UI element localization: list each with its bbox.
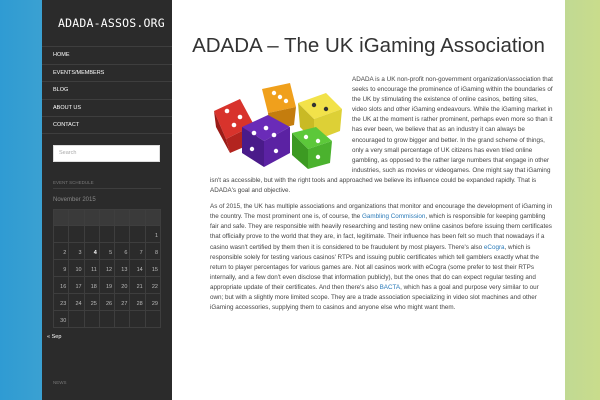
calendar-day: 25: [84, 293, 99, 310]
calendar-day: 10: [69, 259, 84, 276]
calendar-day: 14: [130, 259, 145, 276]
calendar-day: 30: [54, 310, 69, 327]
calendar-day: [145, 310, 160, 327]
page-title: ADADA – The UK iGaming Association: [192, 34, 545, 57]
calendar-week-row: [54, 242, 161, 259]
calendar-day: 15: [145, 259, 160, 276]
site-title[interactable]: ADADA-ASSOS.ORG: [58, 16, 165, 30]
calendar-day: [115, 225, 130, 242]
gambling-commission-link[interactable]: Gambling Commission: [362, 213, 426, 221]
calendar-day: 20: [115, 276, 130, 293]
sidebar: [42, 0, 172, 400]
calendar-day: 18: [84, 276, 99, 293]
calendar-week-row: [54, 259, 161, 276]
calendar-week-row: [54, 276, 161, 293]
calendar-day: 8: [145, 242, 160, 259]
calendar-day: [69, 310, 84, 327]
calendar-day: 24: [69, 293, 84, 310]
nav-item-contact[interactable]: CONTACT: [42, 116, 172, 134]
calendar-header-row: [54, 209, 161, 225]
calendar-day: 6: [115, 242, 130, 259]
calendar-day: 7: [130, 242, 145, 259]
calendar-day-header: [69, 209, 84, 225]
calendar-day: [84, 225, 99, 242]
bacta-link[interactable]: BACTA: [379, 283, 401, 291]
calendar-day: 17: [69, 276, 84, 293]
calendar-day: 19: [99, 276, 114, 293]
calendar-day: 28: [130, 293, 145, 310]
calendar-day: 21: [130, 276, 145, 293]
calendar-day-header: [84, 209, 99, 225]
calendar: [53, 209, 161, 328]
dice-image: [210, 81, 346, 171]
calendar-day: [99, 310, 114, 327]
calendar-day-header: [99, 209, 114, 225]
calendar-day: 5: [99, 242, 114, 259]
calendar-day: 3: [69, 242, 84, 259]
calendar-day-header: [54, 209, 69, 225]
calendar-day-header: [115, 209, 130, 225]
nav-item-home[interactable]: HOME: [42, 46, 172, 64]
calendar-day: 27: [115, 293, 130, 310]
calendar-day: 22: [145, 276, 160, 293]
calendar-day: [69, 225, 84, 242]
news-widget-title: NEWS: [53, 379, 67, 385]
calendar-day: 12: [99, 259, 114, 276]
calendar-day: 2: [54, 242, 69, 259]
calendar-day: [130, 310, 145, 327]
article-paragraph-1: ADADA is a UK non-profit non-government organization/association that seeks to encourage the prominence of iGaming within the boundaries of the UK by stimulating the existence of online casinos, betting sites, video slots and other iGaming endeavours. While the iGaming market in the UK at the moment is rather prominent, perhaps even more so than it has ever been, we believe that as an industry it can always be encouraged to grow bigger and better. In the grand scheme of things, only a very small percentage of UK citizens has even tried online gambling, as opposed to the rather large numbers that engage in other industries, such as movies or videogames. One might say that iGaming isn't as accessible, but with the right tools and approached we believe its influence could be expanded rapidly. That is ADADA's goal and objective.: [210, 76, 553, 195]
calendar-day: [99, 225, 114, 242]
calendar-day-header: [145, 209, 160, 225]
article-body: [210, 75, 553, 313]
calendar-day: 23: [54, 293, 69, 310]
calendar-day: 29: [145, 293, 160, 310]
calendar-week-row: [54, 225, 161, 242]
calendar-caption: November 2015: [53, 196, 96, 203]
text-segment: As of 2015, the UK has multiple associations and organizations that monitor and encourage the development of iGaming in the country. The most prominent one is, of course, the: [210, 203, 552, 221]
search-input[interactable]: Search: [53, 145, 160, 162]
calendar-day: 16: [54, 276, 69, 293]
calendar-day: [130, 225, 145, 242]
calendar-day: [84, 310, 99, 327]
calendar-day: 13: [115, 259, 130, 276]
event-schedule-title: EVENT SCHEDULE: [53, 179, 94, 185]
calendar-day: 4: [84, 242, 99, 259]
nav-item-about-us[interactable]: ABOUT US: [42, 99, 172, 117]
calendar-day-header: [130, 209, 145, 225]
article-paragraph-2: [210, 202, 553, 313]
calendar-day: [54, 225, 69, 242]
calendar-week-row: [54, 293, 161, 310]
calendar-day: 26: [99, 293, 114, 310]
calendar-day: 9: [54, 259, 69, 276]
nav-item-blog[interactable]: BLOG: [42, 81, 172, 99]
text-segment: , which is responsible solely for testing various casinos' RTPs and issuing public certificates which tell gamblers exactly what the return to player percentages for various games are. Not all casinos work with eCogra (some prefer to test their RTPs internally, and a few don't even disclose that information publicly), but the ones that do can expect regular testing and appropriate update of their certificates. And then there's also: [210, 243, 540, 291]
main-nav: [42, 46, 172, 134]
calendar-day: [115, 310, 130, 327]
ecogra-link[interactable]: eCogra: [483, 243, 505, 251]
text-segment: , which is responsible for keeping gambling fair and safe. They are responsible with heavily researching and testing new online casinos before issuing them certificates that officially prove to the world that they are, in fact, legitimate. Their influence has been felt so much that nowadays if a casino wasn't certified by them then it is considered to be fraudulent by most players. There's also: [210, 213, 552, 251]
calendar-day: 1: [145, 225, 160, 242]
text-segment: , which has a goal and purpose very similar to our own; but with a slightly more limited scope. They are a trade association specializing in video slot machines and other iGaming accessories, supplying them to casinos and anyone else who might want them.: [210, 283, 539, 312]
calendar-day: 11: [84, 259, 99, 276]
main-content: [172, 0, 565, 400]
nav-item-events-members[interactable]: EVENTS/MEMBERS: [42, 64, 172, 82]
calendar-prev-month-link[interactable]: « Sep: [47, 333, 62, 340]
calendar-week-row: [54, 310, 161, 327]
